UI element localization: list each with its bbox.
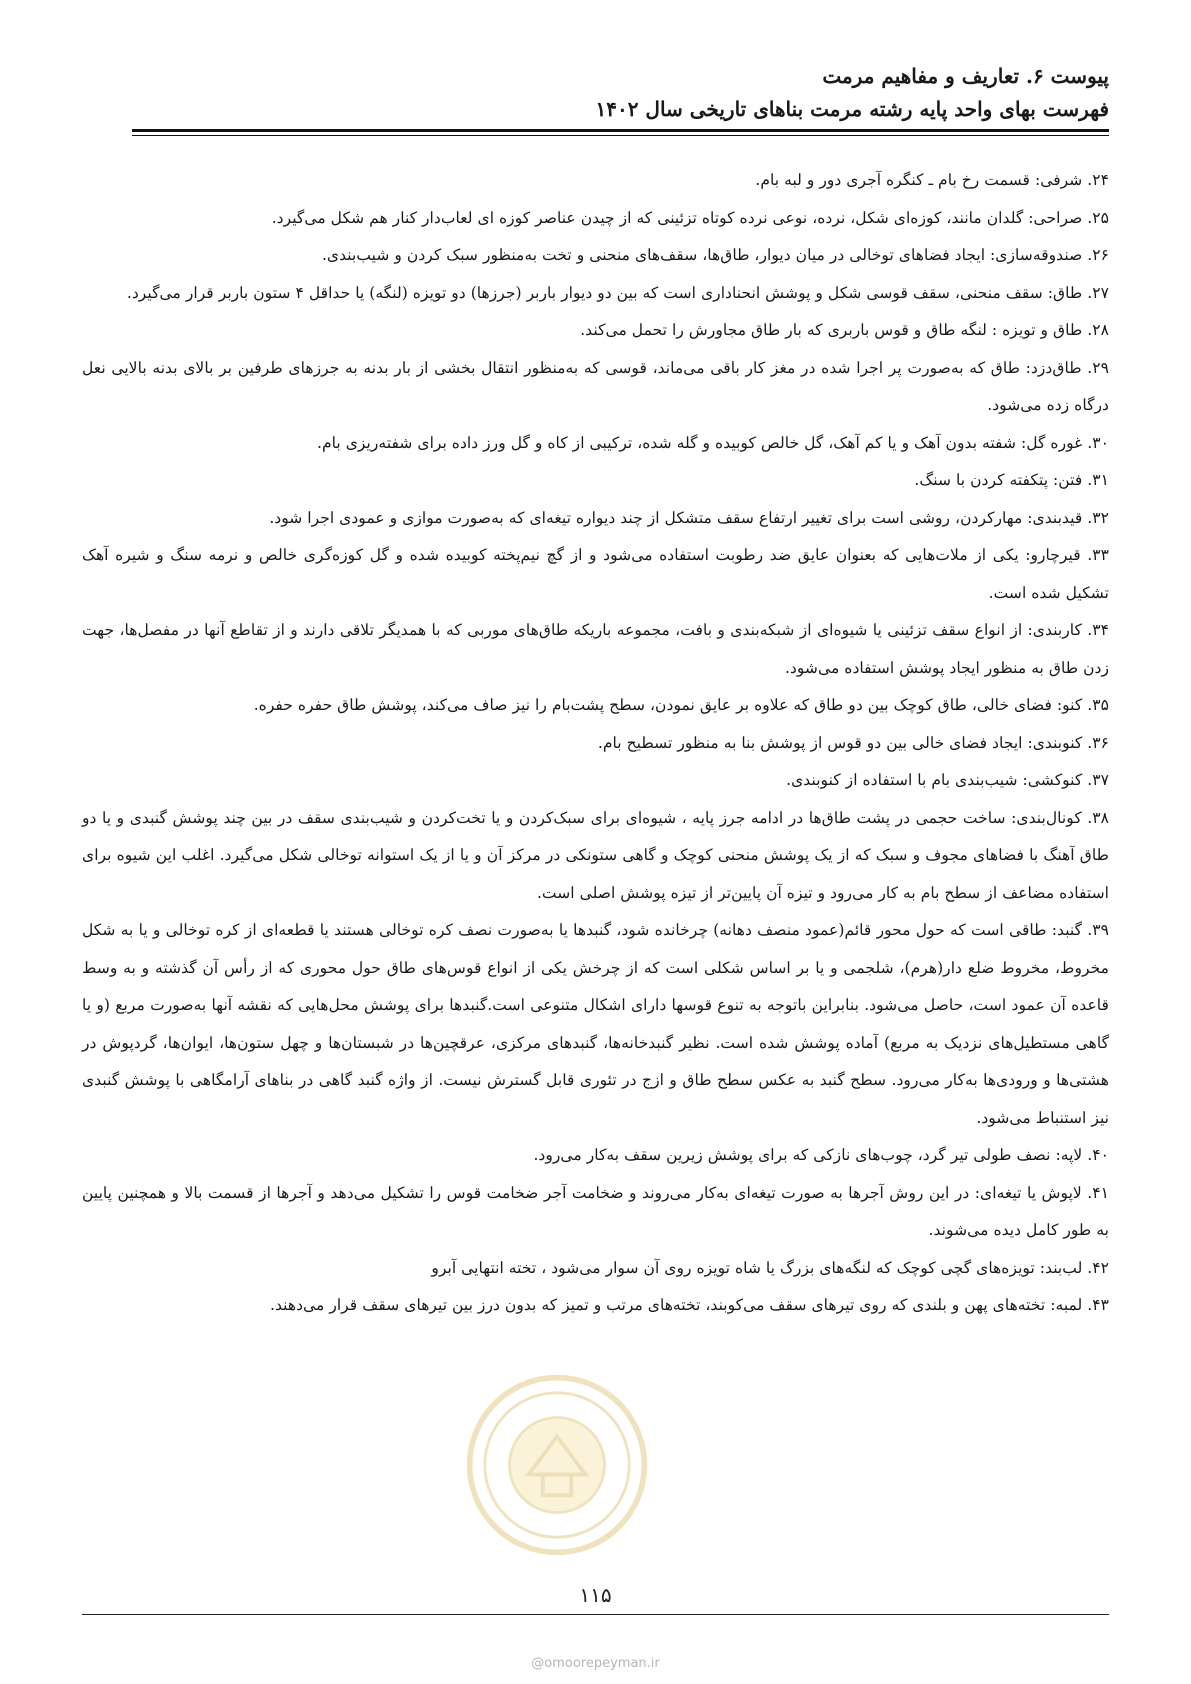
definition-item: ۳۸. کونال‌بندی: ساخت حجمی در پشت طاق‌ها در ادامه جرز پایه ، شیوه‌ای برای سبک‌کردن و یا تخت‌کردن و شیب‌بندی سقف در بین چند پوشش گنبدی و یا دو طاق آهنگ با فضاهای مجوف و سبک که از یک پوشش منحنی کوچک و گاهی ستونکی در مرکز آن و یا از یک استوانه توخالی شکل می‌گیرد. اغلب این شیوه برای استفاده مضاعف از سطح بام به کار می‌رود و تیزه آن پایین‌تر از تیزه پوشش اصلی است. [82,808,1109,902]
header-subtitle: فهرست بهای واحد پایه رشته مرمت بناهای تاریخی سال ۱۴۰۲ [595,97,1109,121]
definition-item: ۳۷. کنوکشی: شیب‌بندی بام با استفاده از کنوبندی. [786,771,1109,789]
definition-item: ۲۸. طاق و تویزه : لنگه طاق و قوس باربری که بار طاق مجاورش را تحمل می‌کند. [580,321,1109,339]
definition-item: ۳۲. قیدبندی: مهارکردن، روشی است برای تغییر ارتفاع سقف متشکل از چند دیواره تیغه‌ای که به‌صورت موازی و عمودی اجرا شود. [269,508,1109,527]
definition-item: ۳۰. غوره گل: شفته بدون آهک و یا کم آهک، گل خالص کوبیده و گله شده، ترکیبی از کاه و گل ورز داده برای شفته‌ریزی بام. [317,433,1109,452]
header-rule-thin [132,135,1109,136]
definition-item: ۴۲. لب‌بند: تویزه‌های گچی کوچک که لنگه‌های بزرگ یا شاه تویزه روی آن سوار می‌شود ، تخته انتهایی آبرو [431,1258,1109,1277]
definition-item: ۴۳. لمبه: تخته‌های پهن و بلندی که روی تیرهای سقف می‌کوبند، تخته‌های مرتب و تمیز که بدون درز بین تیرهای سقف قرار می‌دهند. [270,1296,1109,1314]
definition-item: ۴۰. لاپه: نصف طولی تیر گرد، چوب‌های نازکی که برای پوشش زیرین سقف به‌کار می‌رود. [533,1146,1109,1164]
definition-item: ۳۹. گنبد: طاقی است که حول محور قائم(عمود منصف دهانه) چرخانده شود، گنبدها یا به‌صورت نصف کره توخالی هستند یا قطعه‌ای از کره توخالی و یا به شکل مخروط، مخروط ضلع دار(هرم)، شلجمی و یا بر اساس شکلی است که از چرخش یکی از انواع قوس‌های طاق حول محوری که از رأس آن گذشته و به وسط قاعده آن عمود است، حاصل می‌شود. بنابراین باتوجه به تنوع قوسها دارای اشکال متنوعی است.گنبدها برای پوشش محل‌هایی که نقشه آنها به‌صورت مربع (و یا گاهی مستطیل‌های نزدیک به مربع) آماده پوشش شده است. نظیر گنبدخانه‌ها، گنبدهای مرکزی، عرقچین‌ها در شبستان‌ها و چهل ستون‌ها، ایوان‌ها، گردپوش در هشتی‌ها و ورودی‌ها به‌کار می‌رود. سطح گنبد به عکس سطح طاق و ازج در تئوری قابل گسترش نیست. از واژه گنبد گاهی در بناهای آرامگاهی با پوشش گنبدی نیز استنباط می‌شود. [82,921,1109,1127]
definition-item: ۳۴. کاربندی: از انواع سقف تزئینی یا شیوه‌ای از شبکه‌بندی و بافت، مجموعه باریکه طاق‌های موربی که با همدیگر تلاقی دارند و از تقاطع آنها در مفصل‌ها، جهت زدن طاق به منظور ایجاد پوشش استفاده می‌شود. [82,621,1109,677]
definition-item: ۲۶. صندوقه‌سازی: ایجاد فضاهای توخالی در میان دیوار، طاق‌ها، سقف‌های منحنی و تخت به‌منظور سبک کردن و شیب‌بندی. [321,246,1109,264]
definition-item: ۲۷. طاق: سقف منحنی، سقف قوسی شکل و پوشش انحناداری است که بین دو دیوار باربر (جرزها) دو تویزه (لنگه) یا حداقل ۴ ستون باربر قرار می‌گیرد. [126,283,1109,302]
definition-item: ۳۳. قیرچارو: یکی از ملات‌هایی که بعنوان عایق ضد رطوبت استفاده می‌شود و از گچ نیم‌پخته کوبیده شده و گل کوزه‌گری خالص و نرمه سنگ و شیره آهک تشکیل شده است. [82,546,1109,602]
website-watermark: @omoorepeyman.ir [531,1656,660,1671]
page-number: ۱۱۵ [579,1583,612,1607]
definition-item: ۳۵. کنو: فضای خالی، طاق کوچک بین دو طاق که علاوه بر عایق نمودن، سطح پشت‌بام را نیز صاف می‌کند، پوشش طاق حفره حفره. [253,696,1109,714]
definition-item: ۲۴. شرفی: قسمت رخ بام ـ کنگره آجری دور و لبه بام. [755,171,1109,189]
definition-item: ۳۱. فتن: پتکفته کردن با سنگ. [914,471,1109,489]
definition-item: ۲۹. طاق‌دزد: طاق که به‌صورت پر اجرا شده در مغز کار باقی می‌ماند، قوسی که به‌منظور انتقال بخشی از بار بدنه به جرزهای طرفین بر بالای بدنه بالایی نعل درگاه زده می‌شود. [82,358,1109,414]
definition-item: ۳۶. کنوبندی: ایجاد فضای خالی بین دو قوس از پوشش بنا به منظور تسطیح بام. [597,733,1109,752]
definition-item: ۴۱. لاپوش یا تیغه‌ای: در این روش آجرها به صورت تیغه‌ای به‌کار می‌روند و ضخامت آجر ضخامت قوس را تشکیل می‌دهد و آجرها از قسمت بالا و همچنین پایین به طور کامل دیده می‌شوند. [82,1183,1109,1239]
definition-item: ۲۵. صراحی: گلدان مانند، کوزه‌ای شکل، نرده، نوعی نرده کوتاه تزئینی که از چیدن عناصر کوزه ای لعاب‌دار کنار هم شکل می‌گیرد. [271,208,1109,227]
header-title: پیوست ۶. تعاریف و مفاهیم مرمت [822,64,1109,88]
seal-watermark-icon [462,1370,652,1560]
page-header [132,60,1109,126]
footer-rule [82,1614,1109,1615]
header-rule-thick [132,129,1109,132]
definitions-list [82,162,1109,1325]
